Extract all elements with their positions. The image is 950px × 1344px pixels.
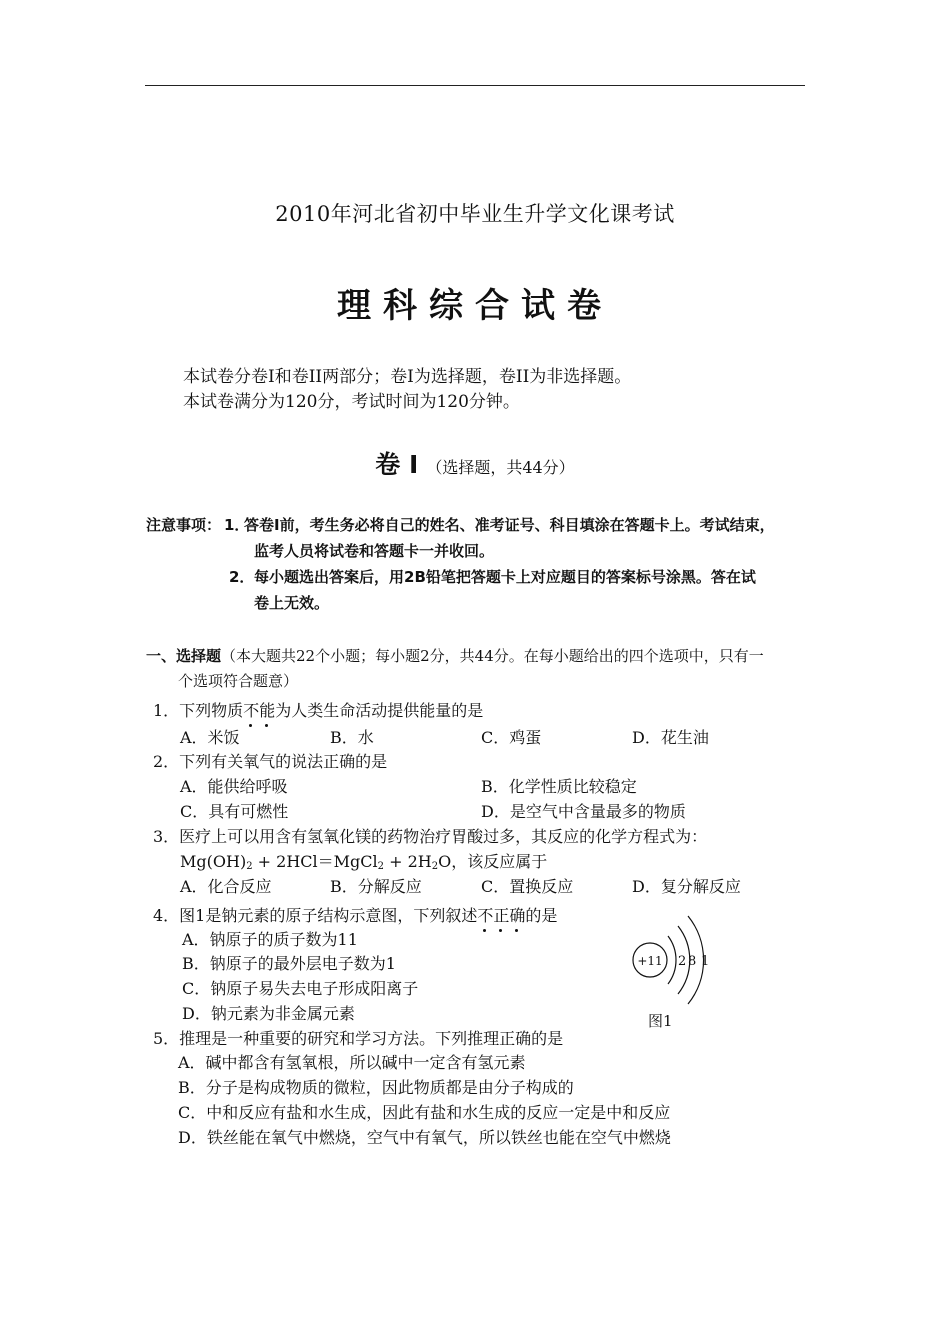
exam-subtitle: 2010年河北省初中毕业生升学文化课考试 <box>275 202 675 226</box>
shell-3-electrons: 1 <box>701 954 710 969</box>
exam-title: 理科综合试卷 <box>337 286 613 326</box>
q4-option-d: D．钠元素为非金属元素 <box>182 1004 355 1023</box>
notice-label: 注意事项： <box>146 516 222 534</box>
q4-stem-pre: 4．图1是钠元素的原子结构示意图，下列叙述 <box>153 906 478 925</box>
q1-option-b: B．水 <box>330 728 374 747</box>
emphasis-dot <box>249 724 252 727</box>
q1-stem-pre: 1．下列物质 <box>153 701 244 720</box>
notice-item1-line1: 答卷Ⅰ前，考生务必将自己的姓名、准考证号、科目填涂在答题卡上。考试结束， <box>244 516 775 534</box>
q2-option-a: A．能供给呼吸 <box>180 777 288 796</box>
intro-line-2: 本试卷满分为120分，考试时间为120分钟。 <box>183 392 520 412</box>
section-1-header <box>146 645 764 666</box>
q3-option-a: A．化合反应 <box>180 877 272 896</box>
q4-option-b: B．钠原子的最外层电子数为1 <box>182 954 396 973</box>
sodium-atom-diagram <box>628 910 728 1010</box>
q5-option-c: C．中和反应有盐和水生成，因此有盐和水生成的反应一定是中和反应 <box>178 1103 671 1122</box>
q4-stem-emphasis <box>477 906 525 925</box>
q1-option-d: D．花生油 <box>632 728 709 747</box>
q1-emph-text: 不能 <box>243 701 276 720</box>
emphasis-dot <box>483 929 486 932</box>
q2-option-d: D．是空气中含量最多的物质 <box>481 802 686 821</box>
electron-shell-1 <box>668 936 676 984</box>
q1-stem <box>153 698 483 721</box>
q2-option-c: C．具有可燃性 <box>180 802 289 821</box>
figure-1-caption: 图1 <box>648 1012 673 1030</box>
q3-option-b: B．分解反应 <box>330 877 422 896</box>
chemical-equation: $Mg(OH)_2$ + 2HCl＝MgCl$_2$ + $2H_2O$ <box>180 852 452 872</box>
shell-1-electrons: 2 <box>678 954 687 969</box>
q2-stem: 2．下列有关氧气的说法正确的是 <box>153 752 388 771</box>
section-1-desc-line1: （本大题共22个小题；每小题2分，共44分。在每小题给出的四个选项中，只有一 <box>221 647 764 665</box>
q1-option-a: A．米饭 <box>180 728 240 747</box>
volume-note: （选择题，共44分） <box>426 458 575 477</box>
notice-item2-num: 2． <box>229 568 255 586</box>
top-rule <box>145 85 805 86</box>
nucleus-charge: +11 <box>637 954 663 968</box>
section-1-head: 一、选择题 <box>146 647 222 665</box>
q4-emph-text: 不正确 <box>477 906 526 925</box>
q1-option-c: C．鸡蛋 <box>481 728 542 747</box>
volume-heading <box>0 445 950 481</box>
q2-option-b: B．化学性质比较稳定 <box>481 777 637 796</box>
q1-stem-post: 为人类生命活动提供能量的是 <box>275 701 484 720</box>
intro-line-1: 本试卷分卷I和卷II两部分；卷I为选择题，卷II为非选择题。 <box>183 367 632 387</box>
section-1-desc-line2: 个选项符合题意） <box>178 672 299 690</box>
volume-label: 卷 I <box>375 450 419 479</box>
emphasis-dot <box>515 929 518 932</box>
notice-item2-line1: 每小题选出答案后，用2B铅笔把答题卡上对应题目的答案标号涂黑。答在试 <box>254 568 756 586</box>
q4-stem <box>153 903 557 926</box>
q3-equation <box>180 849 547 872</box>
q3-equation-tail: ，该反应属于 <box>451 852 548 871</box>
q4-option-c: C．钠原子易失去电子形成阳离子 <box>182 979 419 998</box>
q3-option-d: D．复分解反应 <box>632 877 741 896</box>
q1-stem-emphasis <box>243 701 275 720</box>
shell-2-electrons: 8 <box>688 954 697 969</box>
q3-stem: 3．医疗上可以用含有氢氧化镁的药物治疗胃酸过多，其反应的化学方程式为： <box>153 827 708 846</box>
q3-option-c: C．置换反应 <box>481 877 574 896</box>
q5-stem: 5．推理是一种重要的研究和学习方法。下列推理正确的是 <box>153 1029 564 1048</box>
q4-option-a: A．钠原子的质子数为11 <box>182 930 358 949</box>
notice-item2-line2: 卷上无效。 <box>254 594 330 612</box>
emphasis-dot <box>499 929 502 932</box>
emphasis-dot <box>265 724 268 727</box>
notice-item1-line2: 监考人员将试卷和答题卡一并收回。 <box>254 542 495 560</box>
q4-stem-post: 的是 <box>525 906 558 925</box>
q5-option-d: D．铁丝能在氧气中燃烧，空气中有氧气，所以铁丝也能在空气中燃烧 <box>178 1128 671 1147</box>
notice-item1-num: 1． <box>224 516 250 534</box>
q5-option-a: A．碱中都含有氢氧根，所以碱中一定含有氢元素 <box>178 1053 526 1072</box>
q5-option-b: B．分子是构成物质的微粒，因此物质都是由分子构成的 <box>178 1078 574 1097</box>
